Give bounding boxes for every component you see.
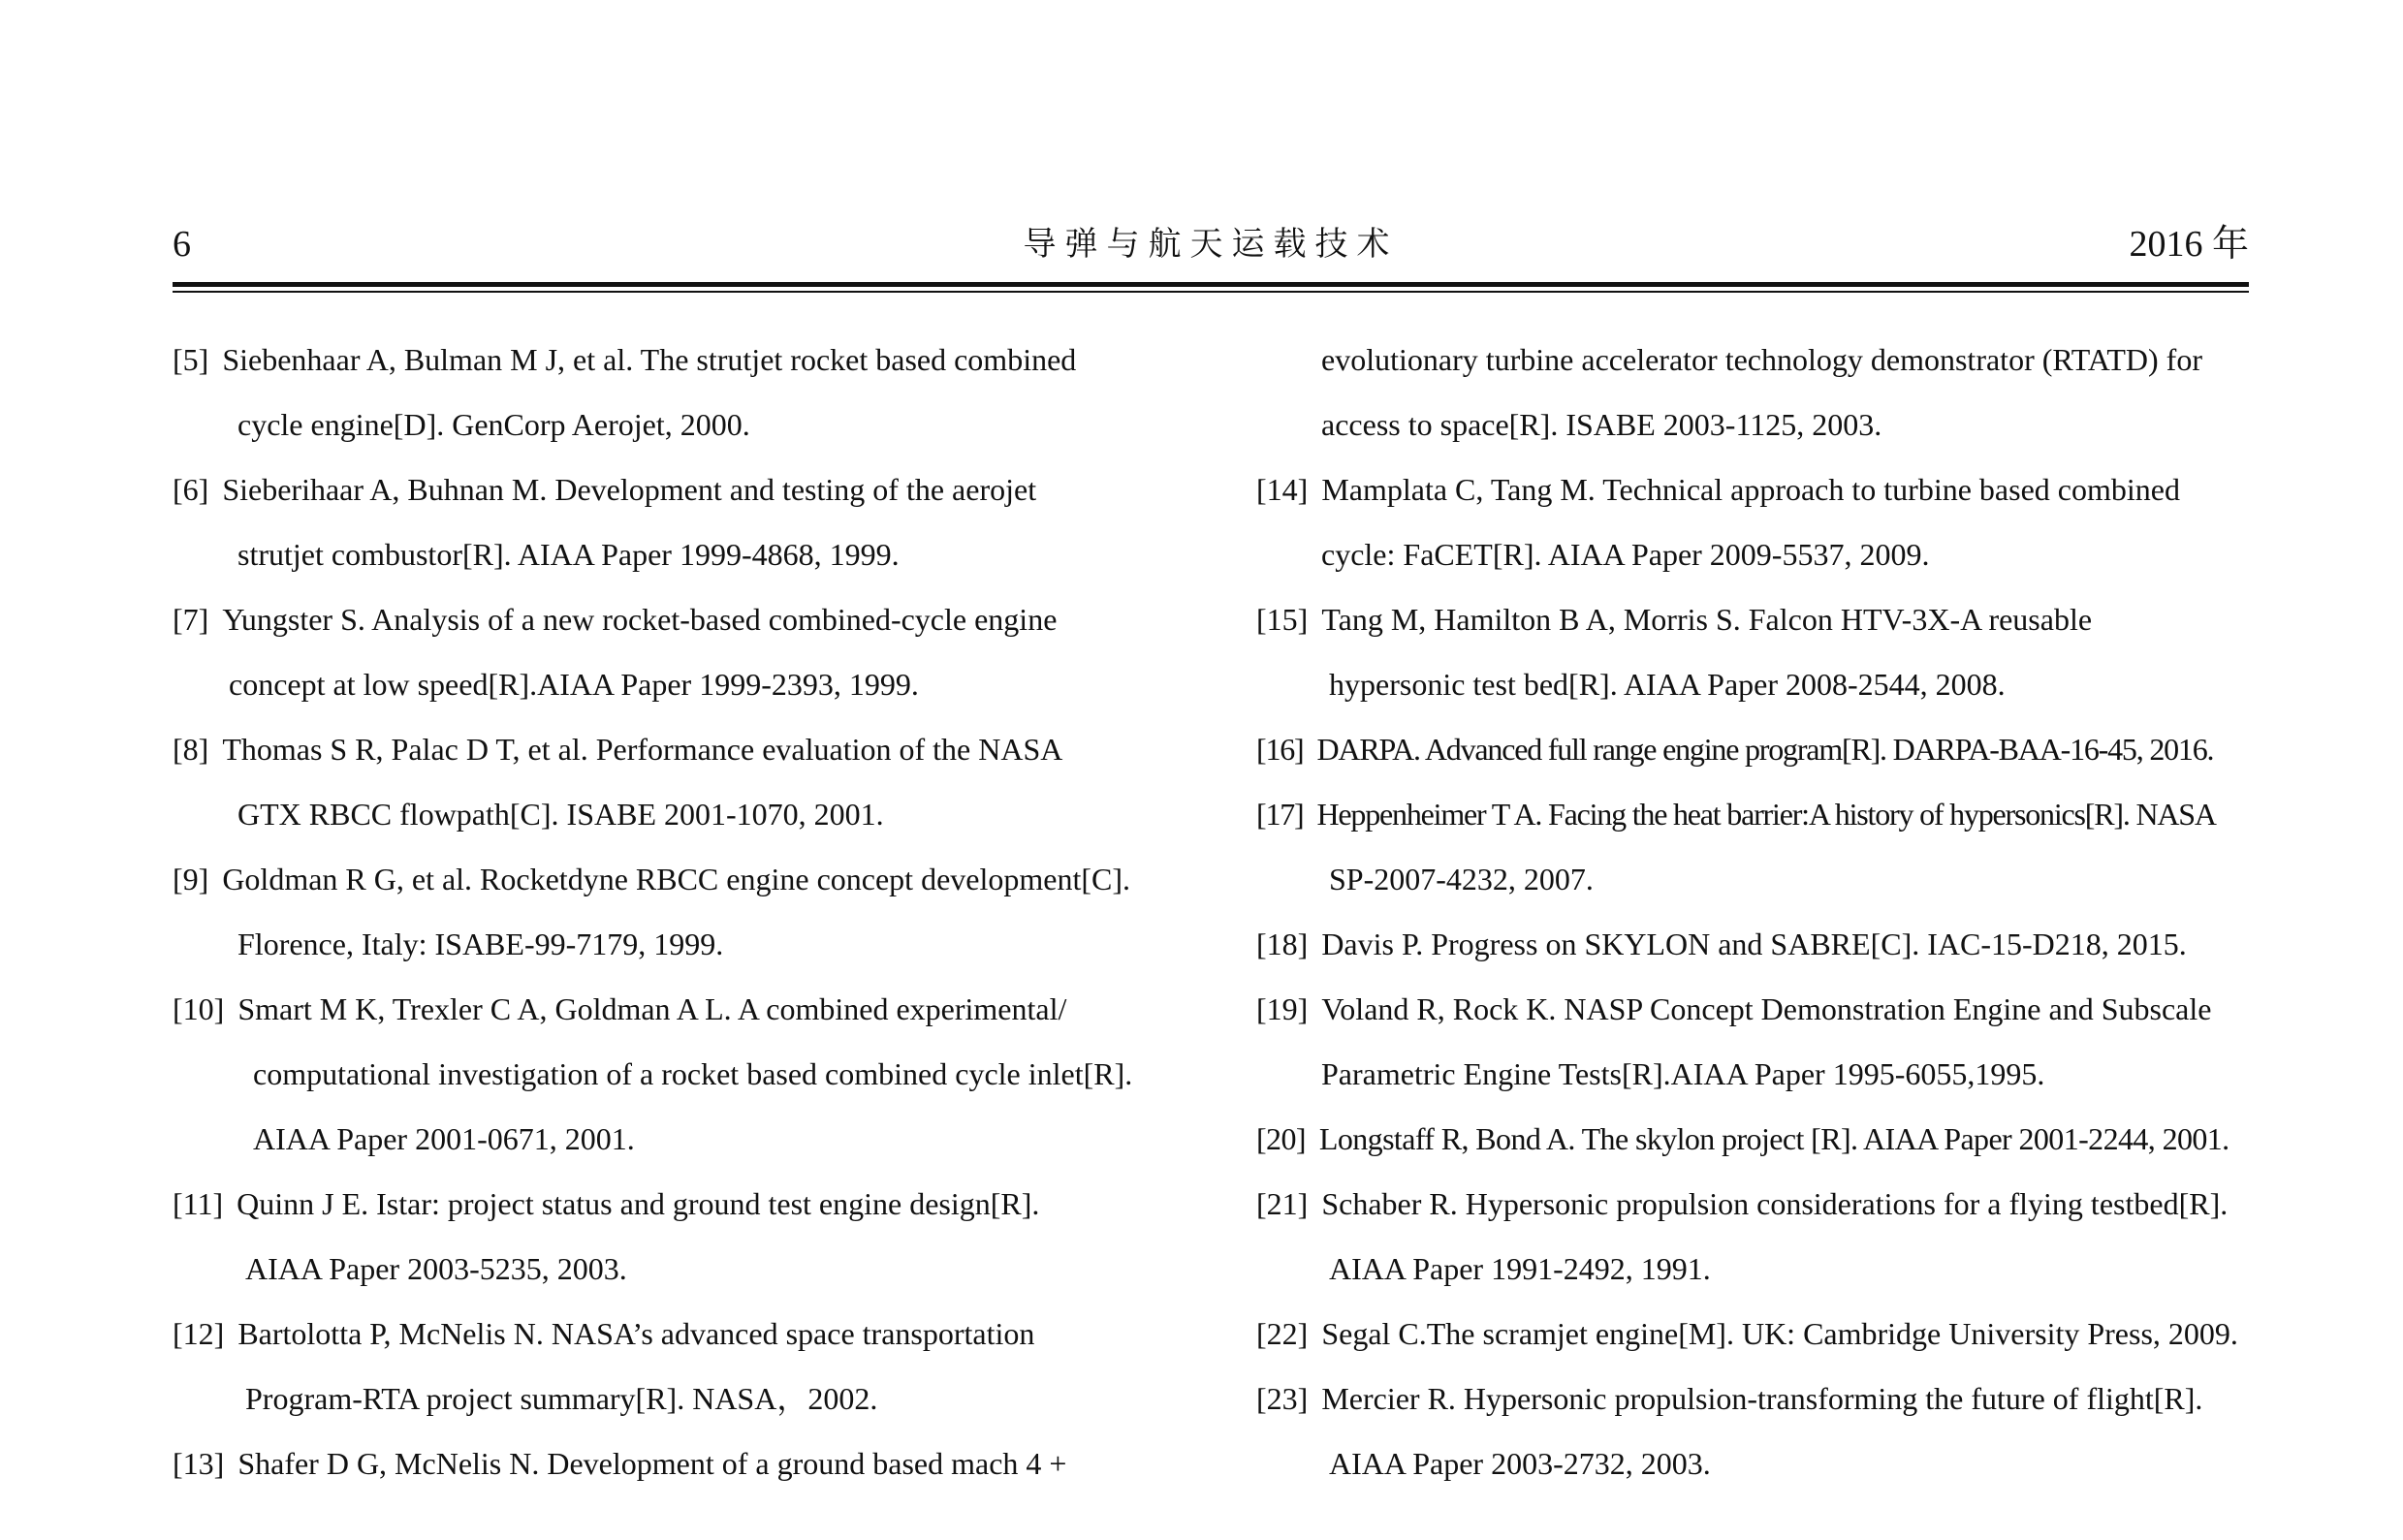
reference-10 bbox=[173, 977, 1181, 1172]
reference-text: access to space[R]. ISABE 2003-1125, 2003. bbox=[1321, 407, 1882, 442]
reference-number: [23] bbox=[1256, 1381, 1309, 1416]
journal-title: 导弹与航天运载技术 bbox=[1023, 225, 1399, 264]
reference-text: AIAA Paper 2003-5235, 2003. bbox=[245, 1251, 627, 1286]
reference-text: Schaber R. Hypersonic propulsion considerations for a flying testbed[R]. bbox=[1321, 1186, 2229, 1221]
reference-text: Mamplata C, Tang M. Technical approach to turbine based combined bbox=[1321, 472, 2180, 507]
reference-number: [8] bbox=[173, 732, 209, 767]
reference-text: Smart M K, Trexler C A, Goldman A L. A combined experimental/ bbox=[237, 991, 1067, 1026]
reference-text: strutjet combustor[R]. AIAA Paper 1999-4868, 1999. bbox=[237, 537, 900, 572]
header-rule-thin bbox=[173, 291, 2249, 293]
reference-text: Goldman R G, et al. Rocketdyne RBCC engine concept development[C]. bbox=[222, 862, 1130, 896]
reference-21 bbox=[1256, 1172, 2255, 1302]
reference-15 bbox=[1256, 587, 2255, 717]
reference-number: [22] bbox=[1256, 1316, 1309, 1351]
reference-23 bbox=[1256, 1367, 2255, 1496]
reference-18 bbox=[1256, 912, 2255, 977]
reference-11 bbox=[173, 1172, 1181, 1302]
reference-13-continued bbox=[1256, 328, 2255, 457]
reference-6 bbox=[173, 457, 1181, 587]
reference-14 bbox=[1256, 457, 2255, 587]
reference-text: Parametric Engine Tests[R].AIAA Paper 1995-6055,1995. bbox=[1321, 1056, 2045, 1091]
reference-7 bbox=[173, 587, 1181, 717]
reference-number: [5] bbox=[173, 342, 209, 377]
reference-text: Siebenhaar A, Bulman M J, et al. The strutjet rocket based combined bbox=[222, 342, 1077, 377]
reference-text: Segal C.The scramjet engine[M]. UK: Cambridge University Press, 2009. bbox=[1321, 1316, 2238, 1351]
reference-text: Thomas S R, Palac D T, et al. Performance evaluation of the NASA bbox=[222, 732, 1063, 767]
reference-text: Voland R, Rock K. NASP Concept Demonstration Engine and Subscale bbox=[1321, 991, 2212, 1026]
reference-text: Tang M, Hamilton B A, Morris S. Falcon HTV-3X-A reusable bbox=[1321, 602, 2093, 637]
reference-text: Longstaff R, Bond A. The skylon project [R]. AIAA Paper 2001-2244, 2001. bbox=[1318, 1121, 2229, 1156]
reference-text: DARPA. Advanced full range engine program[R]. DARPA-BAA-16-45, 2016. bbox=[1316, 732, 2214, 767]
reference-text: Heppenheimer T A. Facing the heat barrier:A history of hypersonics[R]. NASA bbox=[1316, 797, 2216, 832]
reference-22 bbox=[1256, 1302, 2255, 1367]
reference-number: [9] bbox=[173, 862, 209, 896]
reference-number: [20] bbox=[1256, 1121, 1306, 1156]
reference-17 bbox=[1256, 782, 2255, 912]
reference-text: cycle: FaCET[R]. AIAA Paper 2009-5537, 2009. bbox=[1321, 537, 1930, 572]
reference-text: Quinn J E. Istar: project status and ground test engine design[R]. bbox=[237, 1186, 1040, 1221]
reference-number: [18] bbox=[1256, 927, 1309, 961]
reference-text: Sieberihaar A, Buhnan M. Development and testing of the aerojet bbox=[222, 472, 1037, 507]
reference-text: Program-RTA project summary[R]. NASA，2002. bbox=[245, 1381, 878, 1416]
reference-text: AIAA Paper 1991-2492, 1991. bbox=[1329, 1251, 1711, 1286]
reference-text: cycle engine[D]. GenCorp Aerojet, 2000. bbox=[237, 407, 750, 442]
reference-number: [6] bbox=[173, 472, 209, 507]
reference-text: GTX RBCC flowpath[C]. ISABE 2001-1070, 2001. bbox=[237, 797, 884, 832]
reference-text: Mercier R. Hypersonic propulsion-transforming the future of flight[R]. bbox=[1321, 1381, 2203, 1416]
reference-number: [17] bbox=[1256, 797, 1304, 832]
reference-8 bbox=[173, 717, 1181, 847]
reference-20 bbox=[1256, 1107, 2255, 1172]
header-rule-thick bbox=[173, 282, 2249, 287]
reference-text: Shafer D G, McNelis N. Development of a ground based mach 4 + bbox=[237, 1446, 1067, 1481]
references-right-column bbox=[1256, 328, 2255, 1496]
reference-5 bbox=[173, 328, 1181, 457]
page-number: 6 bbox=[173, 224, 191, 265]
reference-number: [21] bbox=[1256, 1186, 1309, 1221]
reference-12 bbox=[173, 1302, 1181, 1431]
reference-number: [13] bbox=[173, 1446, 225, 1481]
reference-text: SP-2007-4232, 2007. bbox=[1329, 862, 1594, 896]
running-header bbox=[173, 219, 2249, 277]
reference-9 bbox=[173, 847, 1181, 977]
reference-number: [16] bbox=[1256, 732, 1304, 767]
reference-text: AIAA Paper 2003-2732, 2003. bbox=[1329, 1446, 1711, 1481]
references-left-column bbox=[173, 328, 1181, 1496]
reference-number: [15] bbox=[1256, 602, 1309, 637]
reference-number: [11] bbox=[173, 1186, 224, 1221]
reference-number: [19] bbox=[1256, 991, 1309, 1026]
reference-16 bbox=[1256, 717, 2255, 782]
reference-text: hypersonic test bed[R]. AIAA Paper 2008-2544, 2008. bbox=[1329, 667, 2006, 702]
publication-year: 2016 年 bbox=[2129, 224, 2249, 265]
reference-number: [14] bbox=[1256, 472, 1309, 507]
reference-number: [10] bbox=[173, 991, 225, 1026]
reference-text: Yungster S. Analysis of a new rocket-based combined-cycle engine bbox=[222, 602, 1058, 637]
reference-text: Bartolotta P, McNelis N. NASA’s advanced space transportation bbox=[237, 1316, 1035, 1351]
reference-text: AIAA Paper 2001-0671, 2001. bbox=[253, 1121, 635, 1156]
reference-text: evolutionary turbine accelerator technology demonstrator (RTATD) for bbox=[1321, 342, 2202, 377]
reference-19 bbox=[1256, 977, 2255, 1107]
reference-13 bbox=[173, 1431, 1181, 1496]
reference-number: [7] bbox=[173, 602, 209, 637]
reference-text: concept at low speed[R].AIAA Paper 1999-2393, 1999. bbox=[229, 667, 919, 702]
reference-text: Davis P. Progress on SKYLON and SABRE[C]. IAC-15-D218, 2015. bbox=[1321, 927, 2187, 961]
reference-number: [12] bbox=[173, 1316, 225, 1351]
reference-text: Florence, Italy: ISABE-99-7179, 1999. bbox=[237, 927, 724, 961]
reference-text: computational investigation of a rocket based combined cycle inlet[R]. bbox=[253, 1056, 1133, 1091]
